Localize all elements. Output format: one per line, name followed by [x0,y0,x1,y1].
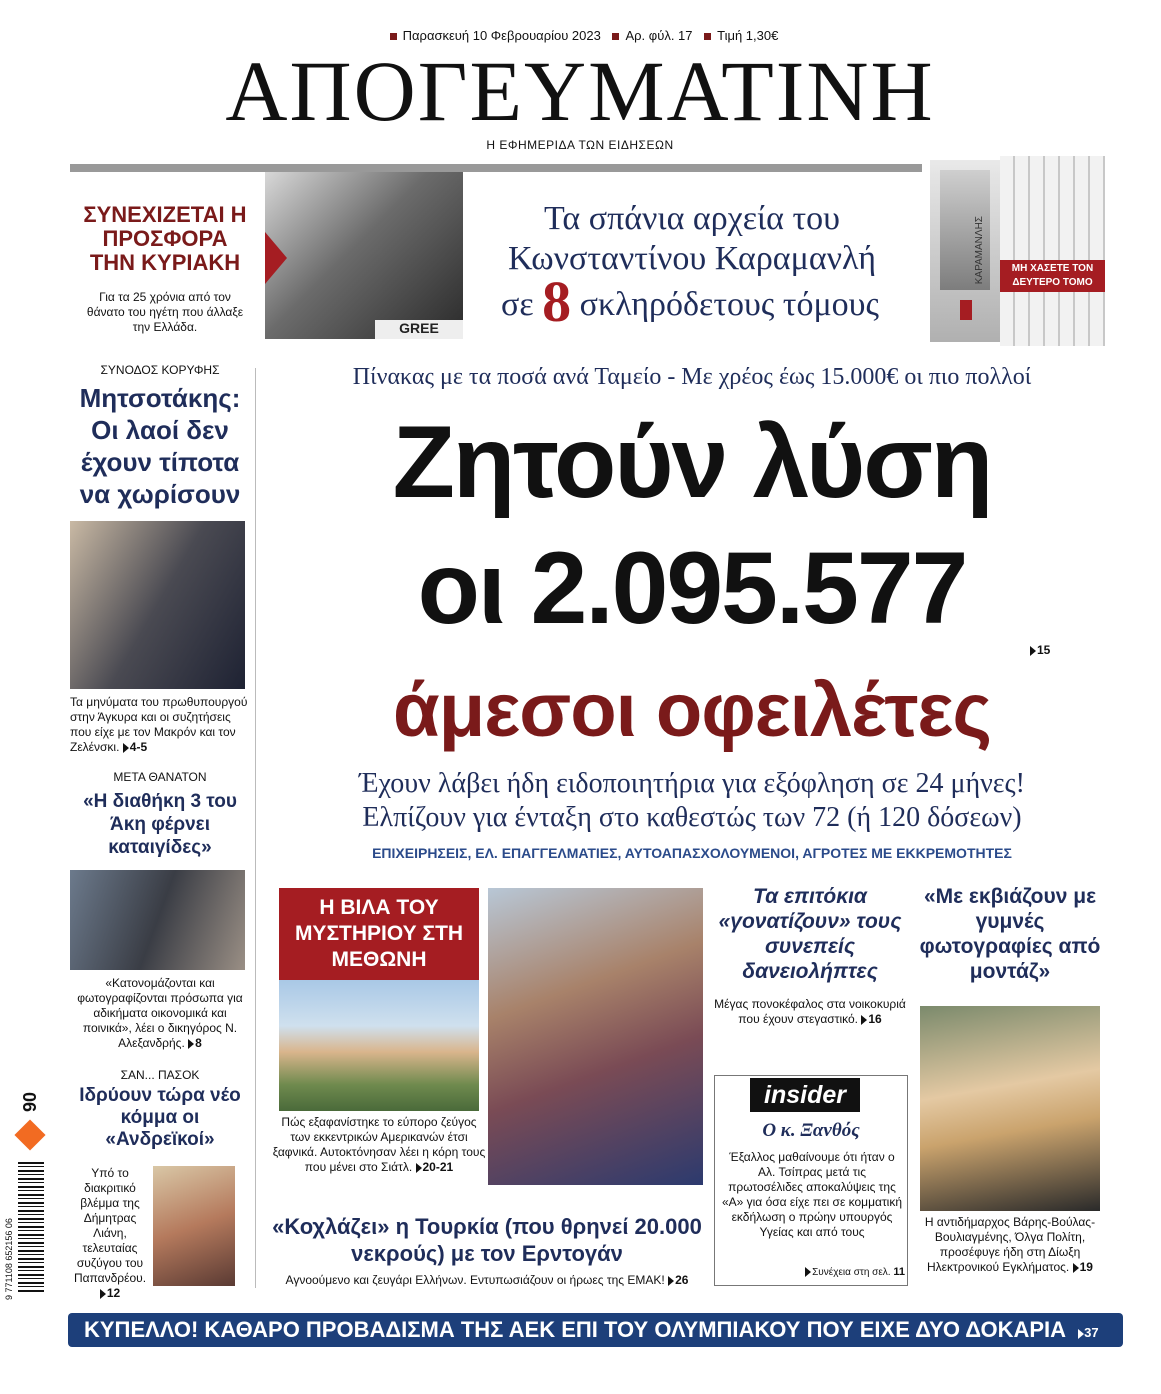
page-ref-arrow-icon [1030,646,1036,656]
pasok-text-body: Υπό το διακριτικό βλέμμα της Δήμητρας Λιάνη, τελευταίας συζύγου του Παπανδρέου. [73,1166,147,1285]
insider-continue [790,1266,905,1278]
villa-title-box: Η ΒΙΛΑ ΤΟΥ ΜΥΣΤΗΡΙΟΥ ΣΤΗ ΜΕΘΩΝΗ [279,888,479,980]
will-text [68,976,252,1051]
liani-photo [153,1166,235,1286]
akis-photo [70,870,245,970]
main-headline-3: άμεσοι οφειλέτες [393,668,991,753]
book-cover [930,160,1000,342]
book-spine-title: ΚΑΡΑΜΑΝΛΗΣ [974,216,985,285]
main-overline: Πίνακας με τα ποσά ανά Ταμείο - Με χρέος έως 15.000€ οι πιο πολλοί [352,364,1032,390]
spine-issue-number: 90 [20,1092,40,1113]
blackmail-text-body: Η αντιδήμαρχος Βάρης-Βούλας-Βουλιαγμένης, Όλγα Πολίτη, προσέφυγε ήδη στη Δίωξη Ηλεκτρονικού Εγκλήματος. [924,1215,1096,1274]
issue-number: Αρ. φύλ. 17 [625,28,693,43]
insider-title: Ο κ. Ξανθός [762,1120,860,1141]
main-headline-2: οι 2.095.577 [417,531,967,645]
promo-headline-3a: σε [501,286,534,323]
main-sub-1: Έχουν λάβει ήδη ειδοποιητήρια για εξόφληση σε 24 μήνες! [359,768,1025,799]
promo-offer-title: ΣΥΝΕΧΙΖΕΤΑΙ Η ΠΡΟΣΦΟΡΑ ΤΗΝ ΚΥΡΙΑΚΗ [83,202,247,275]
american-couple-photo [488,888,703,1185]
rates-title: Τα επιτόκια «γονατίζουν» τους συνεπείς δανειολήπτες [718,885,902,983]
bullet-square-icon [612,33,619,40]
blackmail-page-ref[interactable]: 19 [1079,1260,1093,1274]
rates-page-ref[interactable]: 16 [868,1012,882,1026]
turkey-page-ref[interactable]: 26 [675,1273,689,1287]
summit-page-ref[interactable]: 4-5 [129,740,148,754]
villa-photo [279,980,479,1111]
will-page-ref[interactable]: 8 [195,1036,202,1050]
photo-sign: GREE [375,320,463,339]
karamanlis-archive-photo [265,172,463,339]
masthead-title: ΑΠΟΓΕΥΜΑΤΙΝΗ [225,43,935,139]
mitsotakis-macron-photo [70,521,245,689]
politi-photo [920,1006,1100,1211]
villa-text [272,1115,486,1175]
bottom-page-ref-wrap [1078,1325,1098,1340]
barcode [18,1162,44,1292]
turkey-text-body: Αγνοούμενο και ζευγάρι Ελλήνων. Εντυπωσιάζουν οι ήρωες της ΕΜΑΚ! [285,1273,665,1287]
blackmail-title: «Με εκβιάζουν με γυμνές φωτογραφίες από μοντάζ» [919,885,1101,983]
blackmail-text [913,1215,1107,1275]
insider-badge: insider [750,1078,860,1112]
masthead-tagline: Η ΕΦΗΜΕΡΙΔΑ ΤΩΝ ΕΙΔΗΣΕΩΝ [486,138,674,152]
pasok-text [70,1166,150,1301]
page-ref-arrow-icon [668,1276,674,1286]
villa-page-ref[interactable]: 20-21 [422,1160,454,1174]
pasok-kicker: ΣΑΝ... ΠΑΣΟΚ [120,1068,200,1082]
bottom-sports-bar[interactable] [68,1313,1123,1347]
main-sub-2: Ελπίζουν για ένταξη στο καθεστώς των 72 (ή 120 δόσεων) [362,802,1022,833]
will-title: «Η διαθήκη 3 του Άκη φέρνει καταιγίδες» [83,791,237,858]
play-triangle-icon [265,232,287,284]
promo-headline-1: Τα σπάνια αρχεία του [544,200,840,237]
bottom-sports-text: ΚΥΠΕΛΛΟ! ΚΑΘΑΡΟ ΠΡΟΒΑΔΙΣΜΑ ΤΗΣ ΑΕΚ ΕΠΙ ΤΟΥ ΟΛΥΜΠΙΑΚΟΥ ΠΟΥ ΕΙΧΕ ΔΥΟ ΔΟΚΑΡΙΑ [84,1317,1067,1342]
page-ref-arrow-icon [861,1015,867,1025]
villa-text-body: Πώς εξαφανίστηκε το εύπορο ζεύγος των εκκεντρικών Αμερικανών έτσι ξαφνικά. Αυτοκτόνησαν λέει η κόρη τους που μένει στο Σιάτλ. [272,1115,486,1174]
book-spines [1000,156,1105,346]
bottom-page-ref[interactable]: 37 [1084,1325,1099,1340]
page-ref-arrow-icon [805,1267,811,1277]
insider-continue-label: Συνέχεια στη σελ. [812,1267,891,1278]
page-ref-arrow-icon [100,1289,106,1299]
dateline-bar [300,28,860,43]
promo-offer-text: Για τα 25 χρόνια από τον θάνατο του ηγέτη που άλλαξε την Ελλάδα. [86,290,244,334]
summit-text [70,695,250,755]
bullet-square-icon [390,33,397,40]
page-ref-arrow-icon [416,1163,422,1173]
page-ref-arrow-icon [123,743,129,753]
book-set-image [930,156,1105,346]
page-ref-arrow-icon [188,1039,194,1049]
rates-text [712,997,908,1027]
main-strap: ΕΠΙΧΕΙΡΗΣΕΙΣ, ΕΛ. ΕΠΑΓΓΕΛΜΑΤΙΕΣ, ΑΥΤΟΑΠΑΣΧΟΛΟΥΜΕΝΟΙ, ΑΓΡΟΤΕΣ ΜΕ ΕΚΚΡΕΜΟΤΗΤΕΣ [372,845,1012,861]
bullet-square-icon [704,33,711,40]
will-kicker: ΜΕΤΑ ΘΑΝΑΤΟΝ [113,770,207,784]
insider-text: Έξαλλος μαθαίνουμε ότι ήταν ο Αλ. Τσίπρας μετά τις πρωτοσέλιδες αποκαλύψεις της «Α» για όσα είχε πει σε κομματική εκδήλωση ο πρώην υπουργός Υγείας και από τους [721,1150,903,1239]
will-text-body: «Κατονομάζονται και φωτογραφίζονται πρόσωπα για αδικήματα οικονομικά και ποινικά», λέει ο δικηγόρος Ν. Αλεξανδρής. [77,976,243,1050]
promo-top-rule [70,164,922,172]
barcode-digits: 9 771108 652156 06 [4,1218,14,1300]
summit-kicker: ΣΥΝΟΔΟΣ ΚΟΡΥΦΗΣ [100,363,220,377]
promo-headline-2: Κωνσταντίνου Καραμανλή [507,240,876,277]
pasok-page-ref[interactable]: 12 [106,1286,121,1300]
book-badge: ΜΗ ΧΑΣΕΤΕ ΤΟΝ ΔΕΥΤΕΡΟ ΤΟΜΟ [1000,260,1105,292]
diamond-icon [14,1119,45,1150]
dateline: Παρασκευή 10 Φεβρουαρίου 2023 [402,28,601,43]
summit-text-body: Τα μηνύματα του πρωθυπουργού στην Άγκυρα και οι συζητήσεις που είχε με τον Μακρόν και τον Ζελένσκι. [70,695,248,754]
turkey-title: «Κοχλάζει» η Τουρκία (που θρηνεί 20.000 νεκρούς) με τον Ερντογάν [272,1214,702,1266]
promo-headline-3 [440,269,940,334]
main-headline-1: Ζητούν λύση [392,405,992,519]
column-divider [255,368,256,1288]
page-ref-arrow-icon [1073,1263,1079,1273]
price: Τιμή 1,30€ [717,28,779,43]
promo-headline-3b: σκληρόδετους τόμους [579,286,879,323]
pasok-title: Ιδρύουν τώρα νέο κόμμα οι «Ανδρεϊκοί» [79,1085,241,1150]
main-page-ref-wrap [1030,643,1050,657]
turkey-text [262,1273,712,1287]
promo-volume-number: 8 [542,269,572,334]
summit-title: Μητσοτάκης: Οι λαοί δεν έχουν τίποτα να χωρίσουν [79,383,241,509]
insider-page-ref[interactable]: 11 [893,1266,905,1278]
main-page-ref[interactable]: 15 [1037,643,1051,657]
rates-text-body: Μέγας πονοκέφαλος στα νοικοκυριά που έχουν στεγαστικό. [714,997,906,1026]
